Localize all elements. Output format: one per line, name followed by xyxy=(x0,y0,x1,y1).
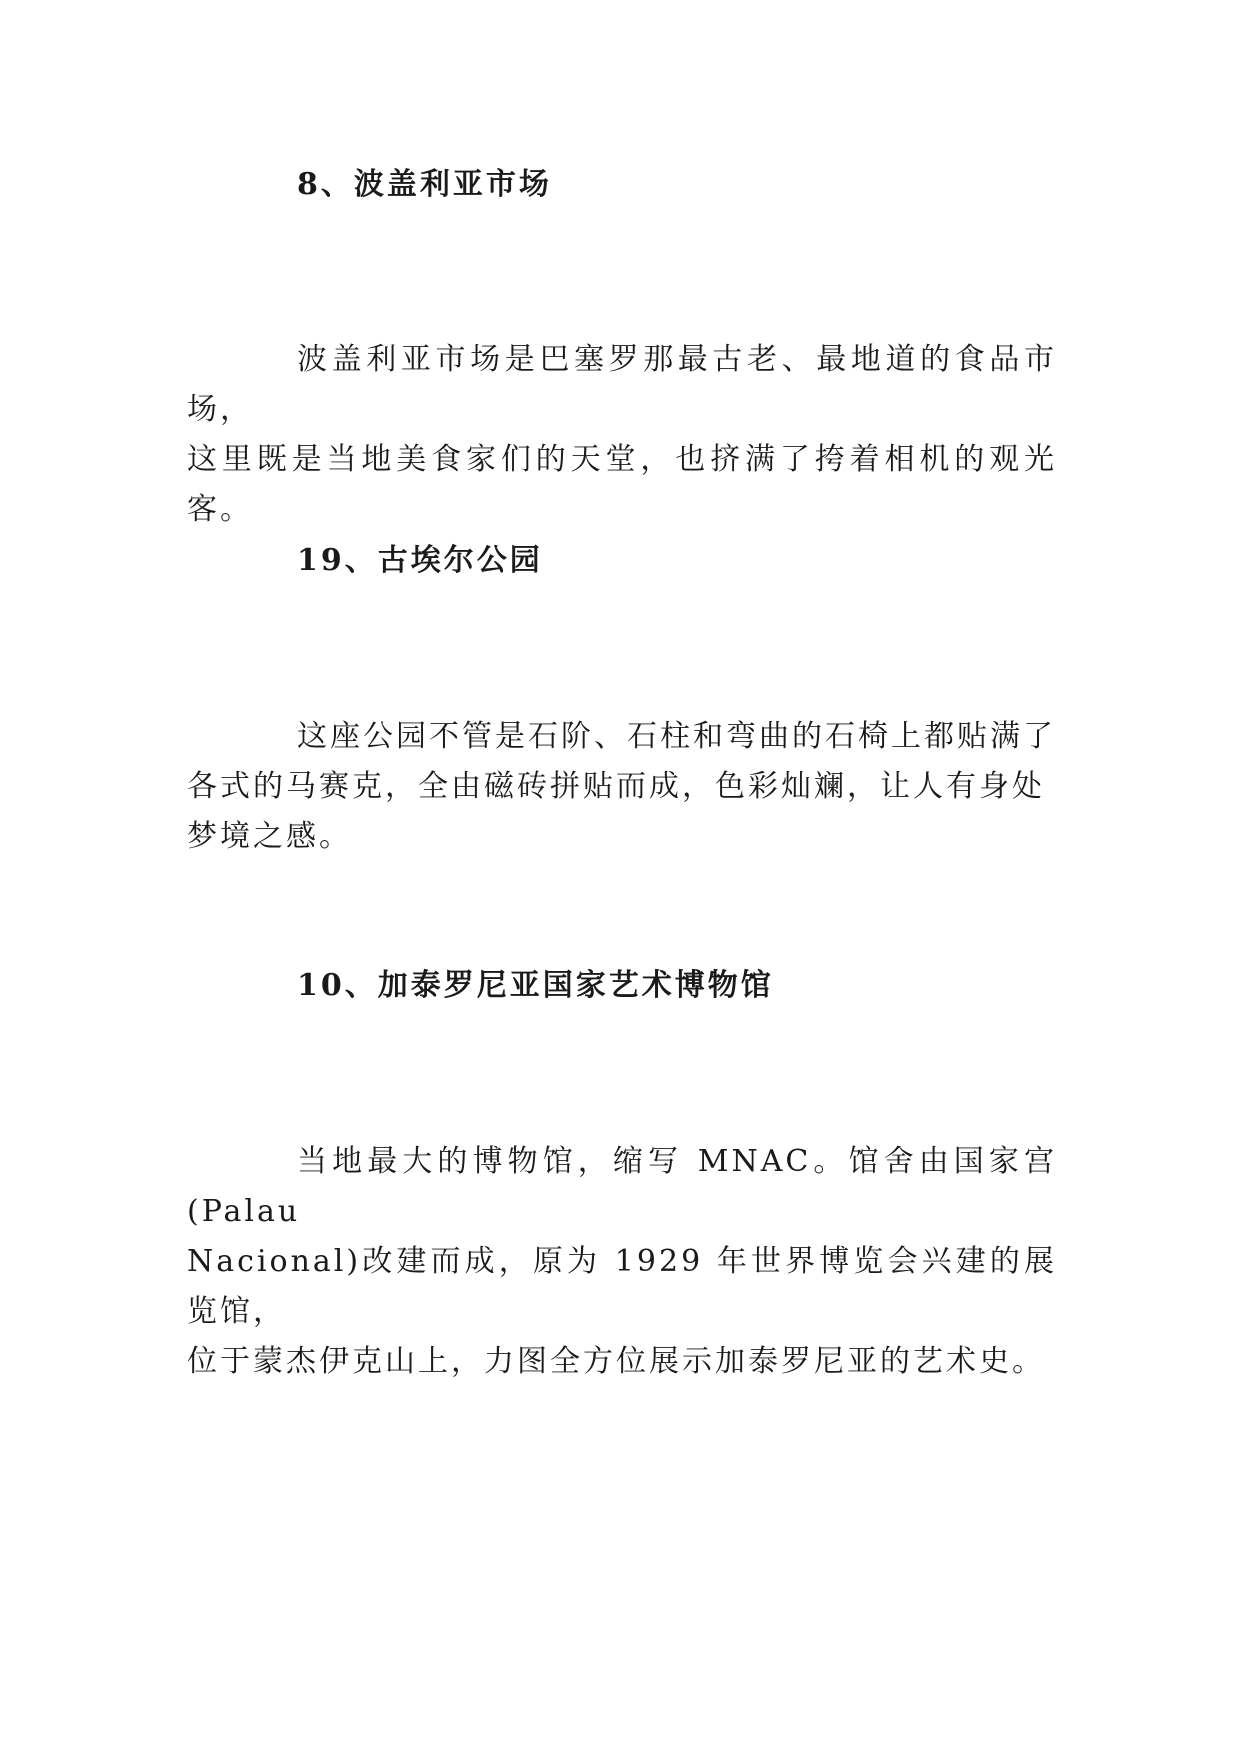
paragraph-line: 位于蒙杰伊克山上，力图全方位展示加泰罗尼亚的艺术史。 xyxy=(187,1344,1045,1379)
section-heading-1: 8、波盖利亚市场 xyxy=(297,167,552,202)
paragraph-line: 波盖利亚市场是巴塞罗那最古老、最地道的食品市场， xyxy=(187,342,1057,427)
paragraph-line: Nacional)改建而成，原为 1929 年世界博览会兴建的展览馆， xyxy=(187,1244,1057,1329)
paragraph-line: 梦境之感。 xyxy=(187,819,352,854)
section-paragraph-3 xyxy=(187,1137,1057,1387)
paragraph-line: 当地最大的博物馆，缩写 MNAC。馆舍由国家宫(Palau xyxy=(187,1144,1057,1229)
section-paragraph-2 xyxy=(187,712,1057,862)
paragraph-line: 各式的马赛克，全由磁砖拼贴而成，色彩灿斓，让人有身处 xyxy=(187,769,1045,804)
paragraph-line: 这里既是当地美食家们的天堂，也挤满了挎着相机的观光客。 xyxy=(187,442,1057,527)
section-paragraph-1 xyxy=(187,335,1057,535)
section-heading-2: 19、古埃尔公园 xyxy=(297,543,543,578)
paragraph-line: 这座公园不管是石阶、石柱和弯曲的石椅上都贴满了 xyxy=(297,719,1056,754)
section-heading-3: 10、加泰罗尼亚国家艺术博物馆 xyxy=(297,968,774,1003)
